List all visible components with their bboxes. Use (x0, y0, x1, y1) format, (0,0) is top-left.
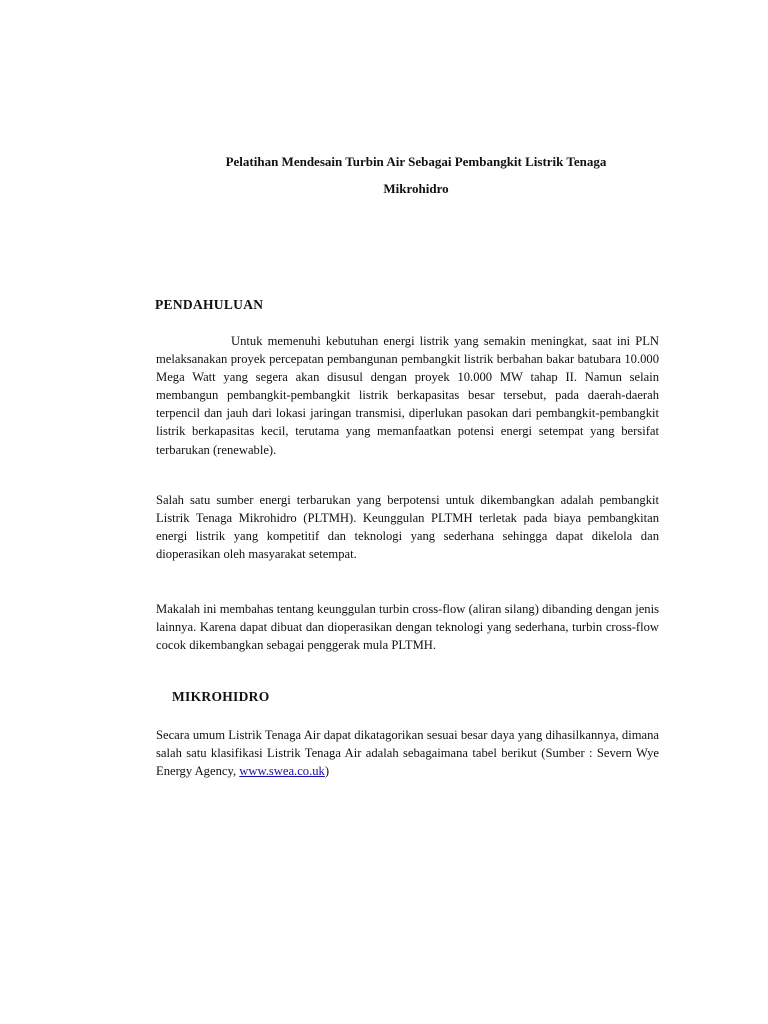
document-title-line-1: Pelatihan Mendesain Turbin Air Sebagai Pembangkit Listrik Tenaga (225, 154, 607, 169)
document-title (150, 148, 682, 202)
swea-link[interactable]: www.swea.co.uk (239, 764, 325, 779)
mikrohidro-paragraph-1 (156, 726, 659, 780)
closing-parenthesis: ) (324, 764, 330, 779)
mikrohidro-paragraph-text: Secara umum Listrik Tenaga Air dapat dikatagorikan sesuai besar daya yang dihasilkannya, dimana salah satu klasifikasi Listrik Tenaga Air adalah sebagaimana tabel berikut (Sumber : Severn Wye Energy Agency, (156, 728, 659, 779)
pendahuluan-paragraph-2: Salah satu sumber energi terbarukan yang berpotensi untuk dikembangkan adalah pembangkit Listrik Tenaga Mikrohidro (PLTMH). Keunggulan PLTMH terletak pada biaya pembangkitan energi listrik yang kompetitif dan teknologi yang sederhana sehingga dapat dikelola dan dioperasikan oleh masyarakat setempat. (156, 493, 659, 562)
section-heading-pendahuluan: PENDAHULUAN (155, 297, 264, 312)
section-heading-mikrohidro: MIKROHIDRO (172, 689, 270, 704)
pendahuluan-paragraph-1: Untuk memenuhi kebutuhan energi listrik yang semakin meningkat, saat ini PLN melaksanakan proyek percepatan pembangunan pembangkit listrik berbahan bakar batubara 10.000 Mega Watt yang segera akan disusul dengan proyek 10.000 MW tahap II. Namun selain membangun pembangkit-pembangkit listrik berkapasitas besar tersebut, pada daerah-daerah terpencil dan jauh dari lokasi jaringan transmisi, diperlukan pasokan dari pembangkit-pembangkit listrik berkapasitas kecil, terutama yang memanfaatkan potensi energi setempat yang bersifat terbarukan (renewable). (156, 334, 659, 457)
pendahuluan-paragraph-3: Makalah ini membahas tentang keunggulan turbin cross-flow (aliran silang) dibanding dengan jenis lainnya. Karena dapat dibuat dan dioperasikan dengan teknologi yang sederhana, turbin cross-flow cocok dikembangkan sebagai penggerak mula PLTMH. (156, 602, 659, 653)
document-title-line-2: Mikrohidro (383, 181, 449, 196)
